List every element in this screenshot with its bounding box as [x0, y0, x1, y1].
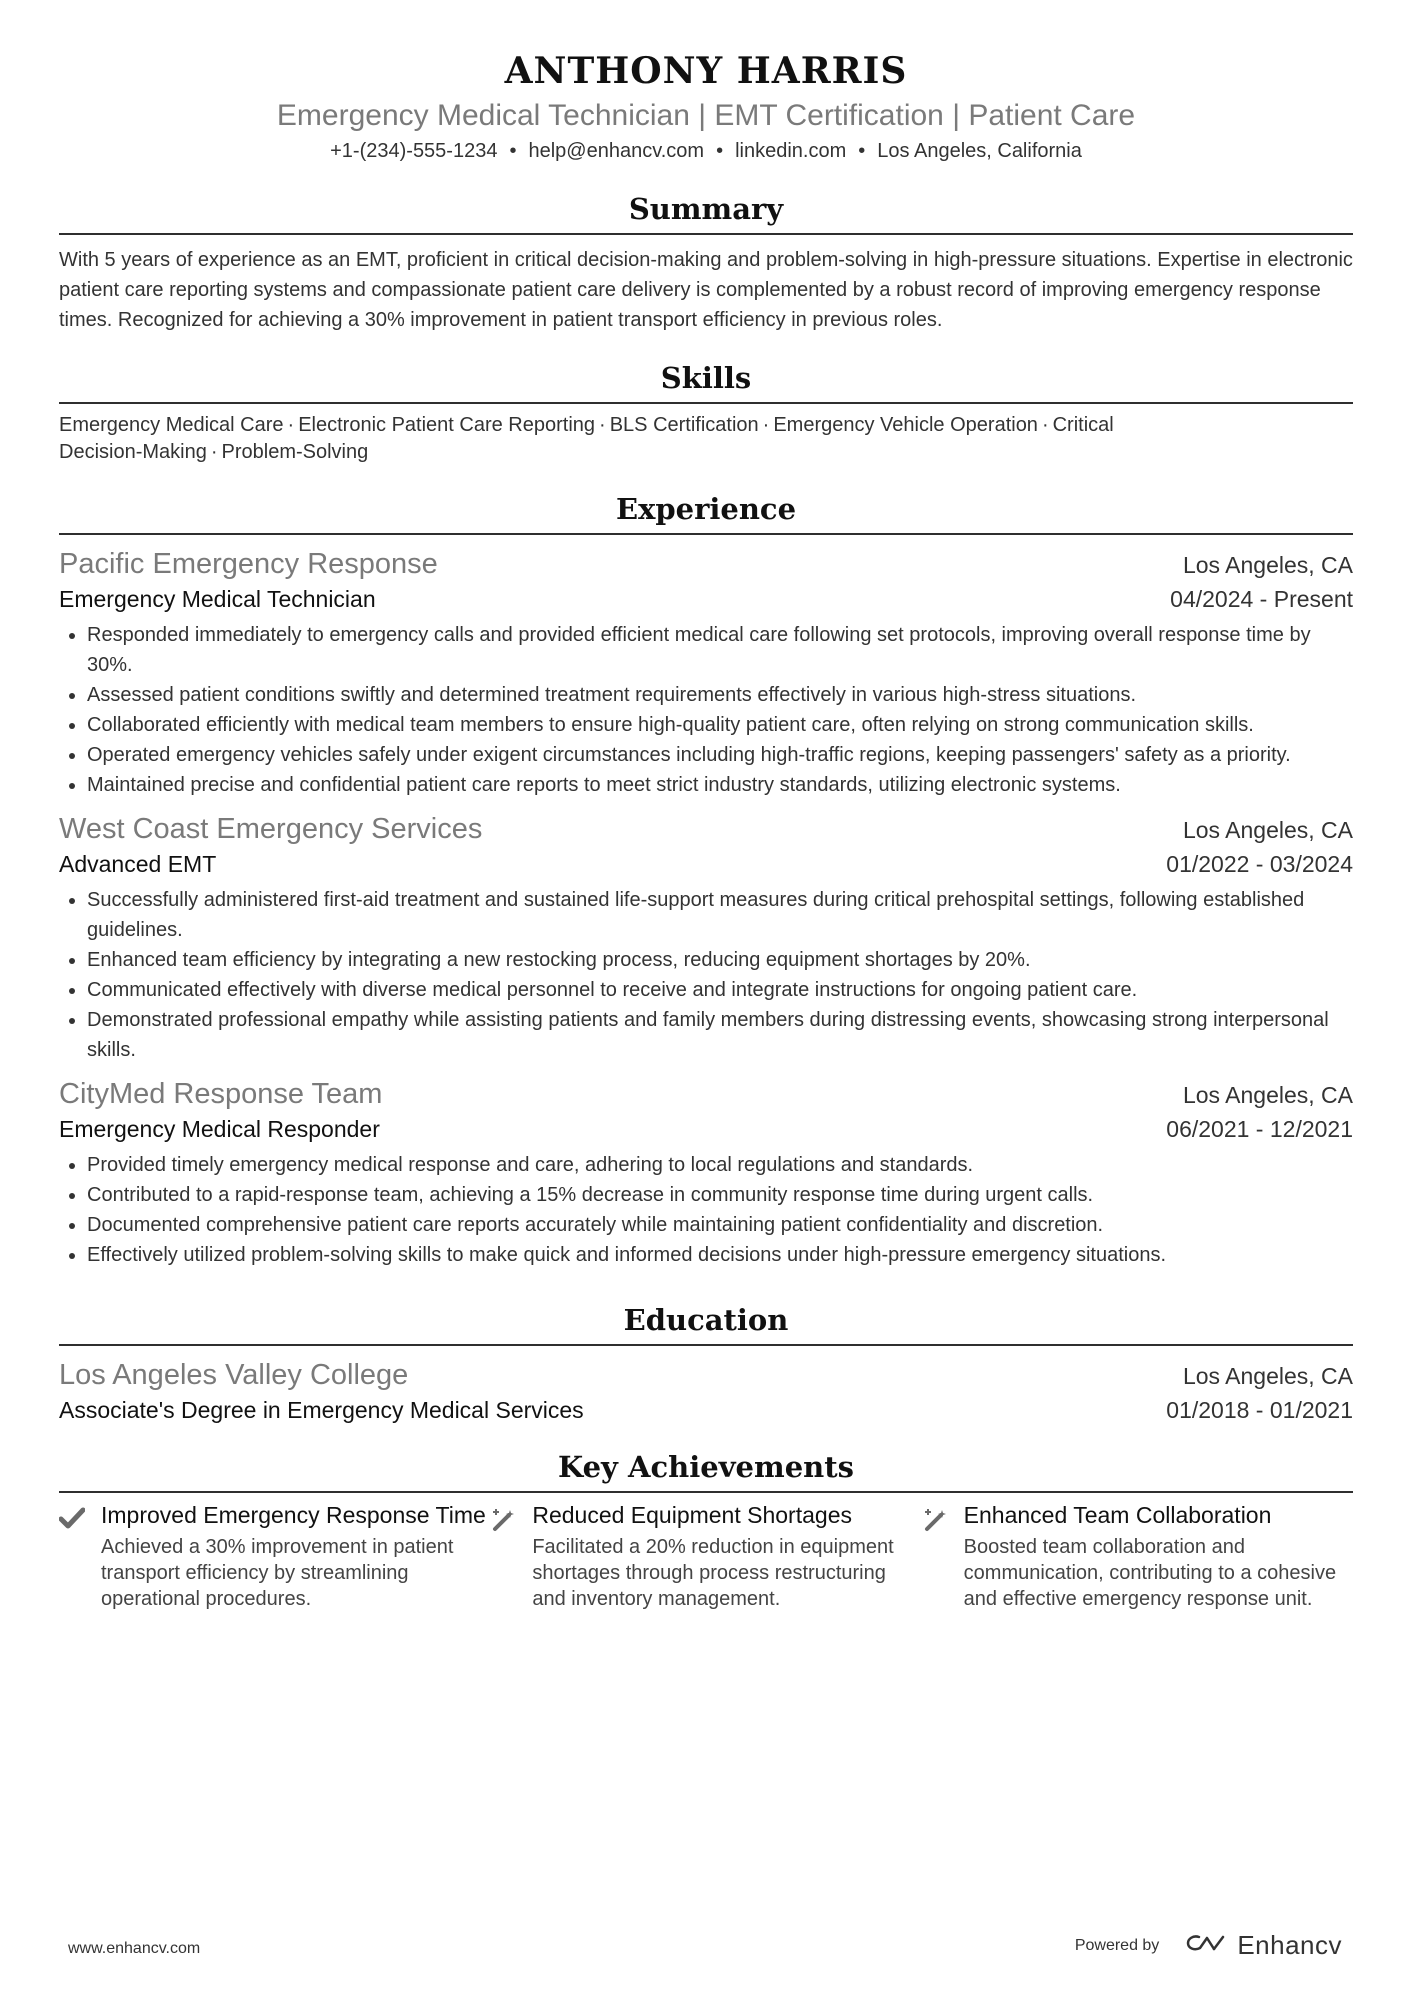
job-bullet: • Responded immediately to emergency calls and provided efficient medical care following set protocols, improving overall response time by 30%. [87, 620, 1353, 680]
skills-list [59, 412, 1353, 466]
job-company: CityMed Response Team [59, 1078, 383, 1110]
separator-dot: • [509, 140, 517, 162]
education-school: Los Angeles Valley College [59, 1359, 409, 1391]
skill-separator: · [1041, 414, 1049, 436]
education-heading: Education [59, 1300, 1353, 1346]
job-company: Pacific Emergency Response [59, 548, 438, 580]
job-dates: 04/2024 - Present [1170, 586, 1353, 612]
magic-wand-icon [490, 1501, 532, 1612]
summary-text: With 5 years of experience as an EMT, proficient in critical decision-making and problem-solving in high-pressure situations. Expertise in electronic patient care reporting systems and compassionate patient care delivery is complemented by a robust record of improving emergency response times. Recognized for achieving a 30% improvement in patient transport efficiency in previous roles. [59, 249, 1353, 331]
achievement-desc: Facilitated a 20% reduction in equipment shortages through process restructuring and inventory management. [532, 1536, 894, 1610]
achievement-item [490, 1501, 921, 1612]
separator-dot: • [858, 140, 866, 162]
job-bullet: • Assessed patient conditions swiftly and determined treatment requirements effectively in various high-stress situations. [87, 680, 1353, 710]
achievement-desc: Boosted team collaboration and communication, contributing to a cohesive and effective emergency response unit. [963, 1536, 1337, 1610]
job-location: Los Angeles, CA [1182, 1082, 1353, 1108]
contact-linkedin[interactable]: linkedin.com [735, 140, 847, 162]
job-entry [59, 545, 1353, 800]
achievements-grid [59, 1501, 1353, 1612]
job-dates: 06/2021 - 12/2021 [1166, 1116, 1353, 1142]
skill-item: Emergency Medical Care [59, 414, 284, 436]
job-bullets [59, 885, 1353, 1065]
job-location: Los Angeles, CA [1182, 817, 1353, 843]
skill-separator: · [762, 414, 770, 436]
achievement-item [59, 1501, 490, 1612]
job-dates: 01/2022 - 03/2024 [1166, 851, 1353, 877]
contact-location: Los Angeles, California [877, 140, 1082, 162]
resume-page [59, 48, 1353, 1612]
job-bullet: • Communicated effectively with diverse medical personnel to receive and integrate instructions for ongoing patient care. [87, 975, 1353, 1005]
skill-item: Emergency Vehicle Operation [773, 414, 1038, 436]
job-bullet: • Effectively utilized problem-solving skills to make quick and informed decisions under high-pressure emergency situations. [87, 1240, 1353, 1270]
enhancv-brand[interactable]: Enhancv [1237, 1930, 1342, 1960]
skills-heading: Skills [59, 358, 1353, 404]
footer-branding [1075, 1930, 1342, 1961]
job-location: Los Angeles, CA [1182, 552, 1353, 578]
achievements-heading: Key Achievements [59, 1447, 1353, 1493]
job-bullets [59, 1150, 1353, 1270]
job-bullet: • Enhanced team efficiency by integrating a new restocking process, reducing equipment shortages by 20%. [87, 945, 1353, 975]
contact-phone: +1-(234)-555-1234 [330, 140, 498, 162]
experience-heading: Experience [59, 489, 1353, 535]
skill-item: BLS Certification [609, 414, 759, 436]
contact-email[interactable]: help@enhancv.com [528, 140, 705, 162]
achievement-title: Improved Emergency Response Time [101, 1502, 486, 1528]
powered-by-label: Powered by [1074, 1936, 1160, 1954]
job-bullet: • Successfully administered first-aid treatment and sustained life-support measures during critical prehospital settings, following established guidelines. [87, 885, 1353, 945]
job-bullets [59, 620, 1353, 800]
achievement-desc: Achieved a 30% improvement in patient transport efficiency by streamlining operational procedures. [101, 1536, 454, 1610]
job-bullet: • Operated emergency vehicles safely under exigent circumstances including high-traffic regions, keeping passengers' safety as a priority. [87, 740, 1353, 770]
skill-item: Problem-Solving [221, 441, 369, 463]
job-bullet: • Collaborated efficiently with medical team members to ensure high-quality patient care, often relying on strong communication skills. [87, 710, 1353, 740]
achievement-item [922, 1501, 1353, 1612]
separator-dot: • [716, 140, 724, 162]
candidate-title: Emergency Medical Technician | EMT Certification | Patient Care [276, 99, 1136, 132]
footer-website[interactable]: www.enhancv.com [68, 1940, 201, 1957]
job-role: Emergency Medical Responder [59, 1116, 380, 1142]
contact-line [59, 137, 1353, 165]
job-entry [59, 810, 1353, 1065]
enhancv-logo-icon [1185, 1932, 1229, 1959]
candidate-name: ANTHONY HARRIS [504, 50, 908, 92]
skill-separator: · [599, 414, 606, 436]
magic-wand-icon [922, 1501, 964, 1612]
job-entry [59, 1075, 1353, 1270]
job-bullet: • Contributed to a rapid-response team, achieving a 15% decrease in community response time during urgent calls. [87, 1180, 1353, 1210]
achievement-title: Enhanced Team Collaboration [963, 1502, 1272, 1528]
job-bullet: • Maintained precise and confidential patient care reports to meet strict industry standards, utilizing electronic systems. [87, 770, 1353, 800]
job-role: Emergency Medical Technician [59, 586, 376, 612]
skill-item: Critical Decision-Making [59, 414, 1114, 463]
job-role: Advanced EMT [59, 851, 217, 877]
job-bullet: • Provided timely emergency medical response and care, adhering to local regulations and standards. [87, 1150, 1353, 1180]
skill-separator: · [210, 441, 218, 463]
achievement-title: Reduced Equipment Shortages [532, 1502, 852, 1528]
education-location: Los Angeles, CA [1182, 1363, 1353, 1389]
education-entry [59, 1356, 1353, 1427]
education-degree: Associate's Degree in Emergency Medical Services [59, 1397, 584, 1423]
skill-separator: · [287, 414, 295, 436]
checkmark-icon [59, 1501, 101, 1612]
job-company: West Coast Emergency Services [59, 813, 483, 845]
education-dates: 01/2018 - 01/2021 [1166, 1397, 1353, 1423]
skill-item: Electronic Patient Care Reporting [298, 414, 596, 436]
job-bullet: • Documented comprehensive patient care reports accurately while maintaining patient confidentiality and discretion. [87, 1210, 1353, 1240]
summary-heading: Summary [59, 189, 1353, 235]
job-bullet: • Demonstrated professional empathy while assisting patients and family members during distressing events, showcasing strong interpersonal skills. [87, 1005, 1353, 1065]
